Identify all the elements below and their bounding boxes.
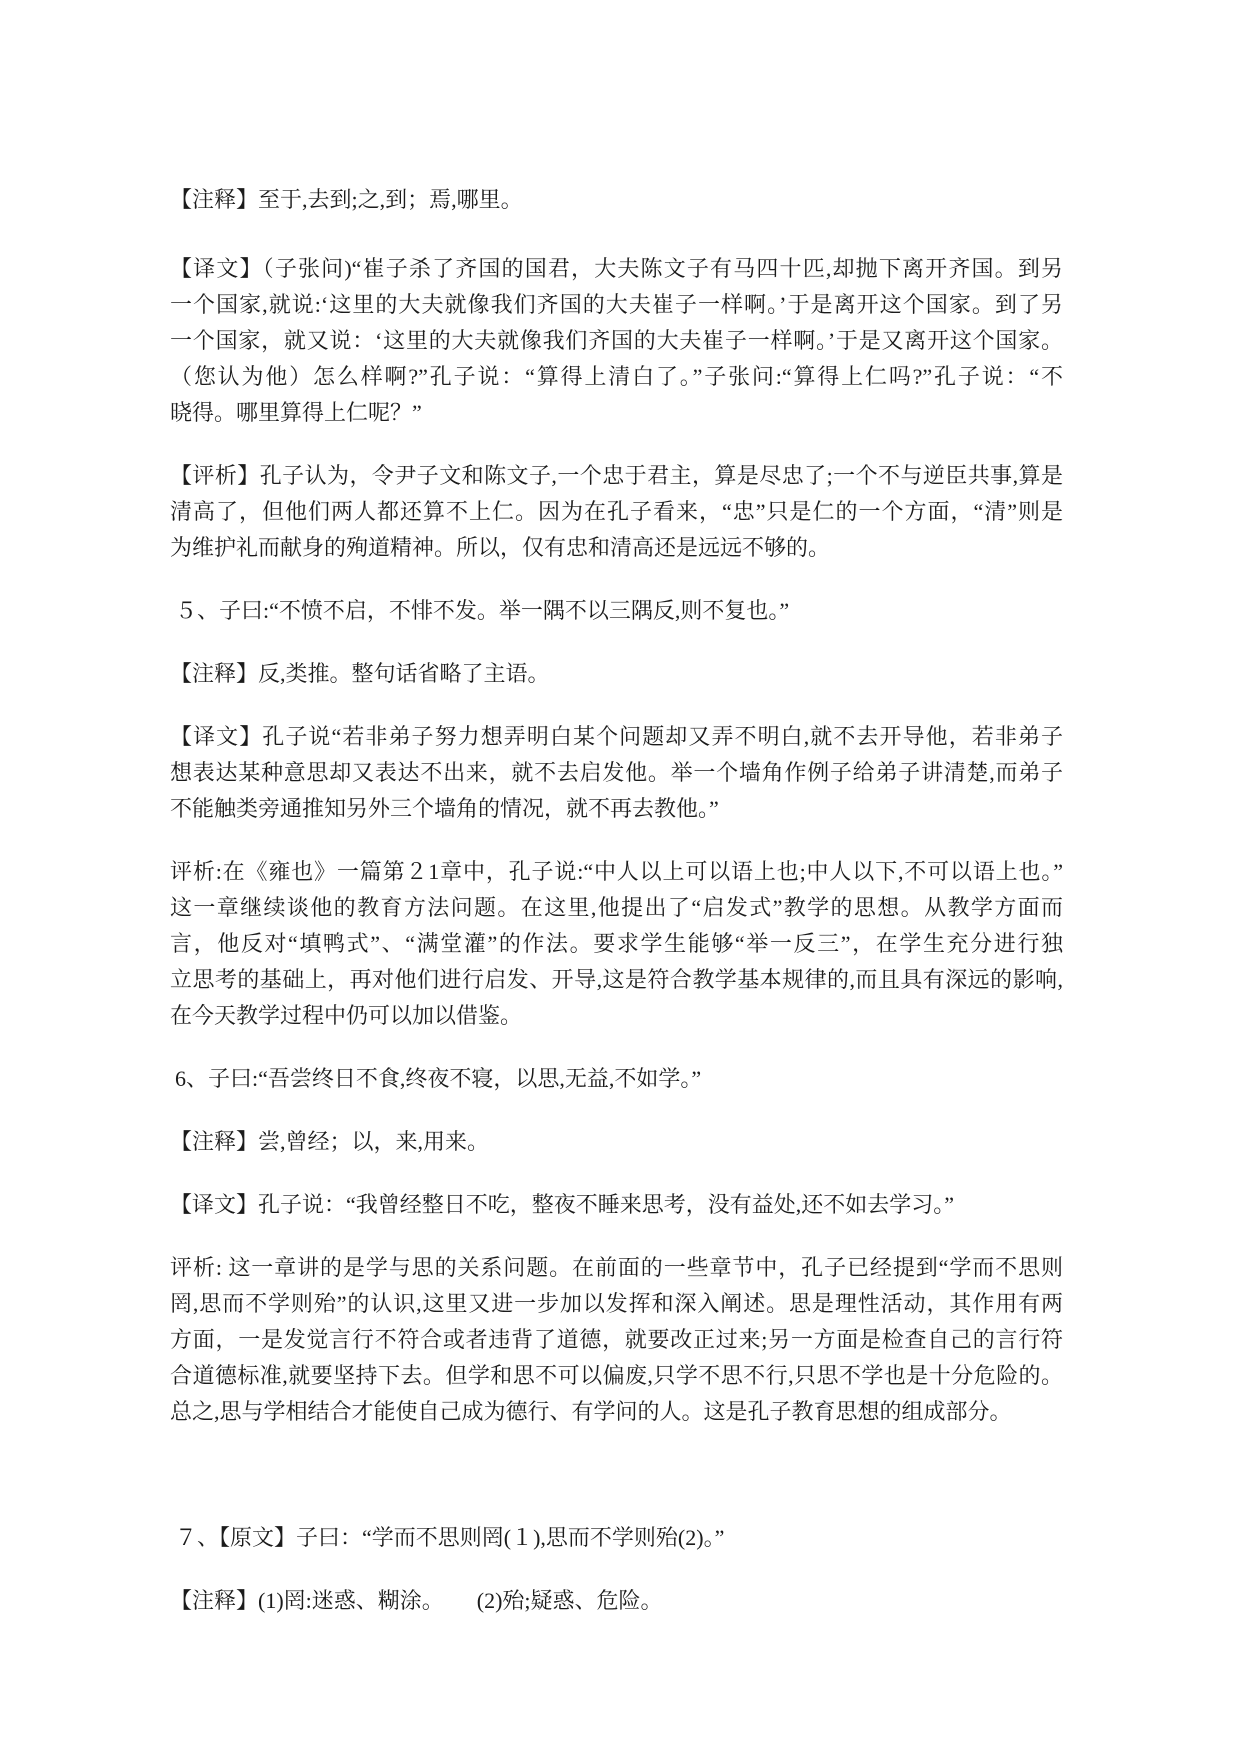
chapter-6-original-text bbox=[170, 1061, 1063, 1097]
text-line: 清高了，但他们两人都还算不上仁。因为在孔子看来，“忠”只是仁的一个方面，“清”则是 bbox=[170, 499, 1063, 524]
text-line: （您认为他）怎么样啊?”孔子说：“算得上清白了。”子张问:“算得上仁吗?”孔子说：“不 bbox=[170, 364, 1063, 389]
text-line: 方面，一是发觉言行不符合或者违背了道德，就要改正过来;另一方面是检查自己的言行符 bbox=[170, 1327, 1063, 1352]
text-line: 【译文】孔子说：“我曾经整日不吃，整夜不睡来思考，没有益处,还不如去学习。” bbox=[170, 1192, 955, 1217]
text-line: 言，他反对“填鸭式”、“满堂灌”的作法。要求学生能够“举一反三”，在学生充分进行独 bbox=[170, 931, 1063, 956]
text-line: 为维护礼而献身的殉道精神。所以，仅有忠和清高还是远远不够的。 bbox=[170, 535, 831, 560]
blank-line bbox=[170, 1457, 1063, 1493]
text-line: 评析:在《雍也》一篇第２1章中，孔子说:“中人以上可以语上也;中人以下,不可以语上也。” bbox=[170, 859, 1063, 884]
annotation-note bbox=[170, 182, 1063, 218]
text-line: 6、子曰:“吾尝终日不食,终夜不寝，以思,无益,不如学。” bbox=[175, 1066, 702, 1091]
annotation-note bbox=[170, 1583, 1063, 1619]
text-line: ７、【原文】子曰：“学而不思则罔(１),思而不学则殆(2)。” bbox=[175, 1525, 725, 1550]
text-line: 【注释】至于,去到;之,到；焉,哪里。 bbox=[170, 187, 523, 212]
commentary-paragraph bbox=[170, 854, 1063, 1034]
commentary-paragraph bbox=[170, 1250, 1063, 1430]
text-line: 【注释】(1)罔:迷惑、糊涂。 (2)殆;疑惑、危险。 bbox=[170, 1588, 663, 1613]
text-line: 一个国家,就说:‘这里的大夫就像我们齐国的大夫崔子一样啊。’于是离开这个国家。到了另 bbox=[170, 292, 1063, 317]
document-page bbox=[170, 182, 1063, 1646]
text-line: 晓得。哪里算得上仁呢？” bbox=[170, 400, 422, 425]
text-line: 【译文】孔子说“若非弟子努力想弄明白某个问题却又弄不明白,就不去开导他，若非弟子 bbox=[170, 724, 1063, 749]
annotation-note bbox=[170, 1124, 1063, 1160]
text-line: 这一章继续谈他的教育方法问题。在这里,他提出了“启发式”教学的思想。从教学方面而 bbox=[170, 895, 1063, 920]
text-line: 评析: 这一章讲的是学与思的关系问题。在前面的一些章节中，孔子已经提到“学而不思则 bbox=[170, 1255, 1063, 1280]
text-line: 不能触类旁通推知另外三个墙角的情况，就不再去教他。” bbox=[170, 796, 719, 821]
translation-paragraph bbox=[170, 251, 1063, 431]
text-line: 罔,思而不学则殆”的认识,这里又进一步加以发挥和深入阐述。思是理性活动，其作用有两 bbox=[170, 1291, 1063, 1316]
text-line: 在今天教学过程中仍可以加以借鉴。 bbox=[170, 1003, 523, 1028]
translation-paragraph bbox=[170, 719, 1063, 827]
text-line: 【译文】（子张问)“崔子杀了齐国的国君，大夫陈文子有马四十匹,却抛下离开齐国。到另 bbox=[170, 256, 1063, 281]
text-line: 【注释】反,类推。整句话省略了主语。 bbox=[170, 661, 550, 686]
text-line: 【注释】尝,曾经；以，来,用来。 bbox=[170, 1129, 490, 1154]
text-line: ５、子曰:“不愤不启，不悱不发。举一隅不以三隅反,则不复也。” bbox=[175, 598, 790, 623]
text-line: 立思考的基础上，再对他们进行启发、开导,这是符合教学基本规律的,而且具有深远的影响, bbox=[170, 967, 1063, 992]
translation-paragraph bbox=[170, 1187, 1063, 1223]
text-line: 合道德标准,就要坚持下去。但学和思不可以偏废,只学不思不行,只思不学也是十分危险的。 bbox=[170, 1363, 1063, 1388]
annotation-note bbox=[170, 656, 1063, 692]
text-line: 一个国家，就又说：‘这里的大夫就像我们齐国的大夫崔子一样啊。’于是又离开这个国家。 bbox=[170, 328, 1063, 353]
commentary-paragraph bbox=[170, 458, 1063, 566]
text-line: 【评析】孔子认为，令尹子文和陈文子,一个忠于君主，算是尽忠了;一个不与逆臣共事,算是 bbox=[170, 463, 1063, 488]
text-line: 总之,思与学相结合才能使自己成为德行、有学问的人。这是孔子教育思想的组成部分。 bbox=[170, 1399, 1012, 1424]
chapter-7-original-text bbox=[170, 1520, 1063, 1556]
text-line: 想表达某种意思却又表达不出来，就不去启发他。举一个墙角作例子给弟子讲清楚,而弟子 bbox=[170, 760, 1063, 785]
chapter-5-original-text bbox=[170, 593, 1063, 629]
